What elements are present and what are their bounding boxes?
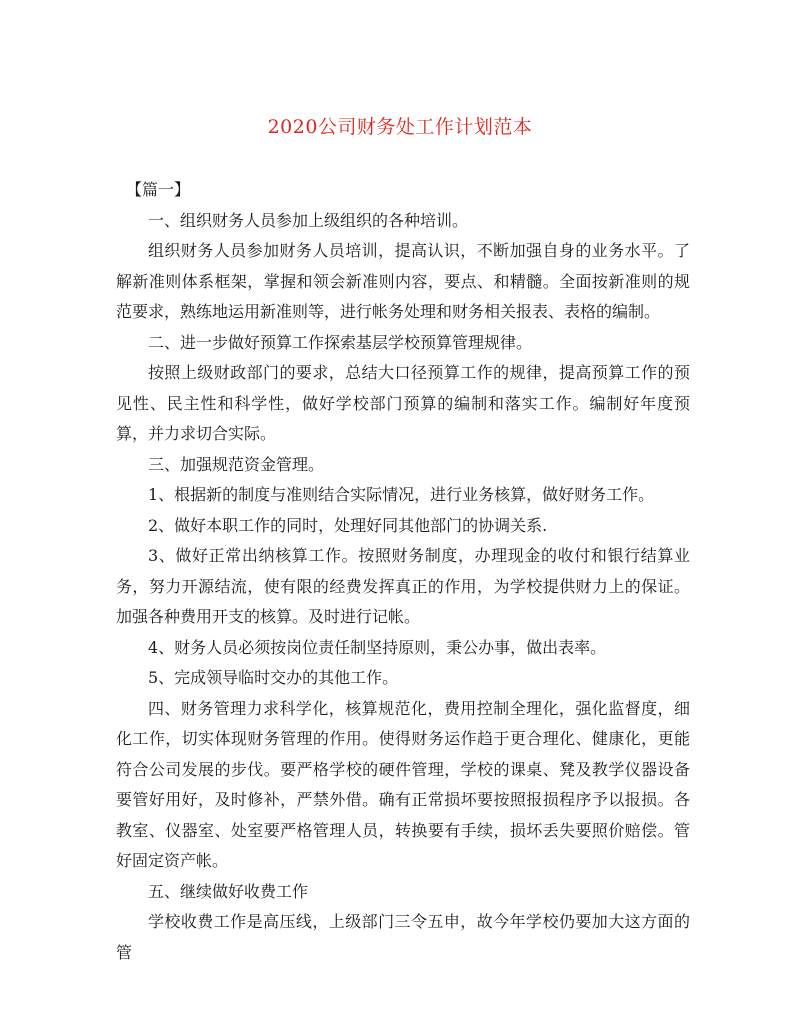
paragraph-management: 四、财务管理力求科学化，核算规范化，费用控制全理化，强化监督度，细化工作，切实体现财务管理的作用。使得财务运作趋于更合理化、健康化，更能符合公司发展的步伐。要严格学校的硬件管理，学校的课桌、凳及教学仪器设备要管好用好，及时修补，严禁外借。确有正常损坏要按照报损程序予以报损。各教室、仪器室、处室要严格管理人员，转换要有手续，损坏丢失要照价赔偿。管好固定资产帐。	[116, 698, 690, 870]
list-item: 4、财务人员必须按岗位责任制坚持原则，秉公办事，做出表率。	[148, 637, 607, 657]
document-body	[116, 175, 690, 968]
list-item: 1、根据新的制度与准则结合实际情况，进行业务核算，做好财务工作。	[148, 485, 655, 504]
list-item: 5、完成领导临时交办的其他工作。	[148, 668, 399, 687]
heading-item-5: 五、继续做好收费工作	[148, 881, 309, 901]
paragraph-fees: 学校收费工作是高压线，上级部门三令五申，故今年学校仍要加大这方面的管	[116, 912, 690, 962]
heading-item-3: 三、加强规范资金管理。	[148, 454, 325, 474]
list-item: 2、做好本职工作的同时，处理好同其他部门的协调关系.	[148, 515, 548, 535]
paragraph-training: 组织财务人员参加财务人员培训，提高认识，不断加强自身的业务水平。了解新准则体系框架，掌握和领会新准则内容，要点、和精髓。全面按新准则的规范要求，熟练地运用新准则等，进行帐务处理和财务相关报表、表格的编制。	[116, 241, 690, 321]
paragraph-budget: 按照上级财政部门的要求，总结大口径预算工作的规律，提高预算工作的预见性、民主性和科学性，做好学校部门预算的编制和落实工作。编制好年度预算，并力求切合实际。	[116, 363, 690, 443]
heading-item-1: 一、组织财务人员参加上级组织的各种培训。	[148, 210, 469, 230]
heading-item-2: 二、进一步做好预算工作探索基层学校预算管理规律。	[148, 332, 533, 352]
section-tag: 【篇一】	[126, 180, 191, 199]
document-title: 2020公司财务处工作计划范本	[267, 116, 533, 138]
list-item: 3、做好正常出纳核算工作。按照财务制度，办理现金的收付和银行结算业务，努力开源结流，使有限的经费发挥真正的作用，为学校提供财力上的保证。加强各种费用开支的核算。及时进行记帐。	[116, 546, 690, 626]
